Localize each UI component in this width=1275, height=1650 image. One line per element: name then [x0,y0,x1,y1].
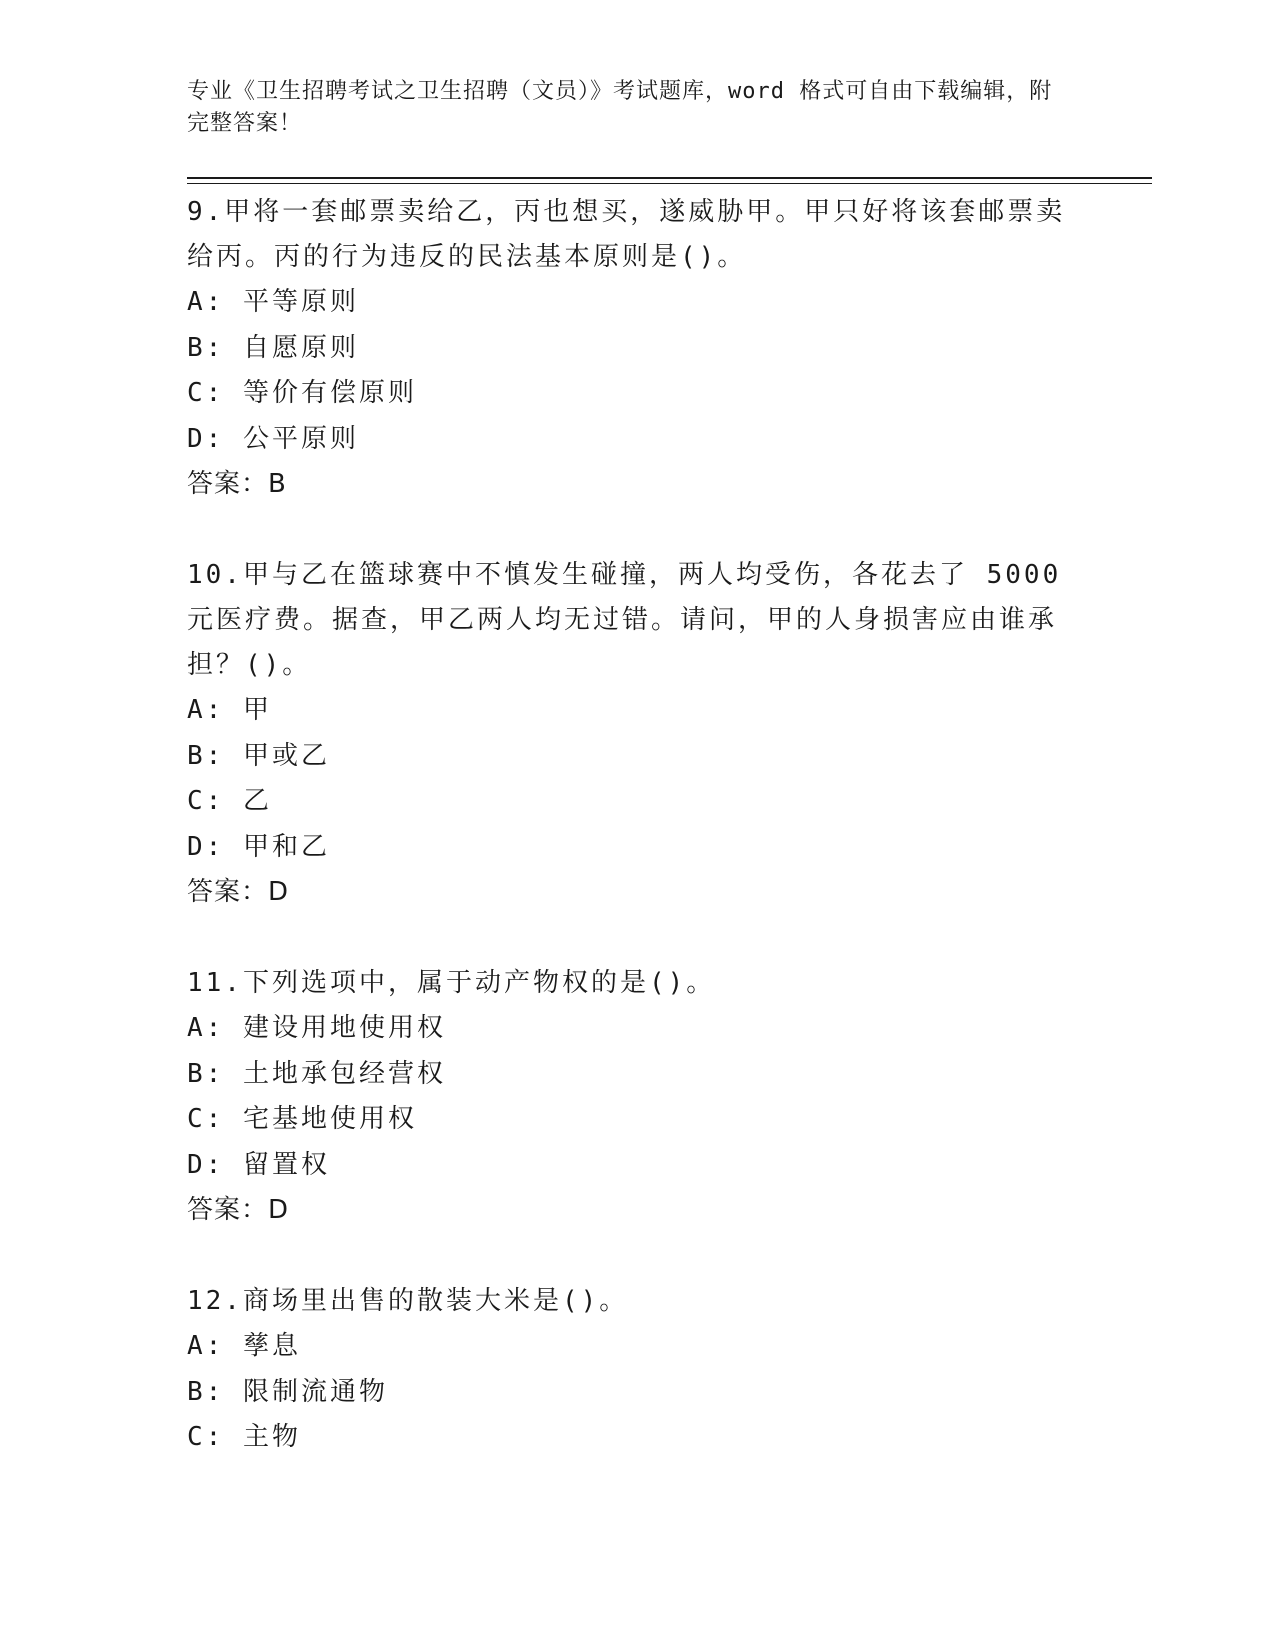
question-stem: 12.商场里出售的散装大米是()。 [187,1286,629,1316]
option-d: D: 留置权 [187,1149,330,1180]
option-b: B: 甲或乙 [187,740,330,771]
question-12 [187,1279,1067,1461]
question-stem: 10.甲与乙在篮球赛中不慎发生碰撞，两人均受伤，各花去了 5000 元医疗费。据查，甲乙两人均无过错。请问，甲的人身损害应由谁承担？()。 [187,560,1062,680]
header-divider [187,177,1152,179]
option-a: A: 孳息 [187,1331,301,1361]
option-d: D: 公平原则 [187,423,359,454]
document-intro: 专业《卫生招聘考试之卫生招聘（文员）》考试题库，word 格式可自由下载编辑，附完整答案！ [187,79,1053,136]
option-b: B: 土地承包经营权 [187,1058,446,1089]
option-a: A: 甲 [187,695,272,725]
answer-line: 答案：B [187,469,287,499]
option-c: C: 主物 [187,1422,301,1452]
question-stem: 9.甲将一套邮票卖给乙，丙也想买，遂威胁甲。甲只好将该套邮票卖给丙。丙的行为违反的民法基本原则是()。 [187,197,1066,272]
option-c: C: 等价有偿原则 [187,378,417,408]
answer-line: 答案：D [187,877,290,907]
question-10 [187,553,1067,915]
option-c: C: 乙 [187,786,272,816]
question-11 [187,961,1067,1233]
option-c: C: 宅基地使用权 [187,1104,417,1134]
answer-line: 答案：D [187,1195,290,1225]
option-d: D: 甲和乙 [187,831,330,862]
question-list [187,190,1067,1507]
option-a: A: 建设用地使用权 [187,1013,446,1043]
question-stem: 11.下列选项中，属于动产物权的是()。 [187,968,716,998]
option-b: B: 限制流通物 [187,1376,388,1407]
question-9 [187,190,1067,507]
option-a: A: 平等原则 [187,287,359,317]
option-b: B: 自愿原则 [187,332,359,363]
header-divider-thin [187,183,1152,184]
